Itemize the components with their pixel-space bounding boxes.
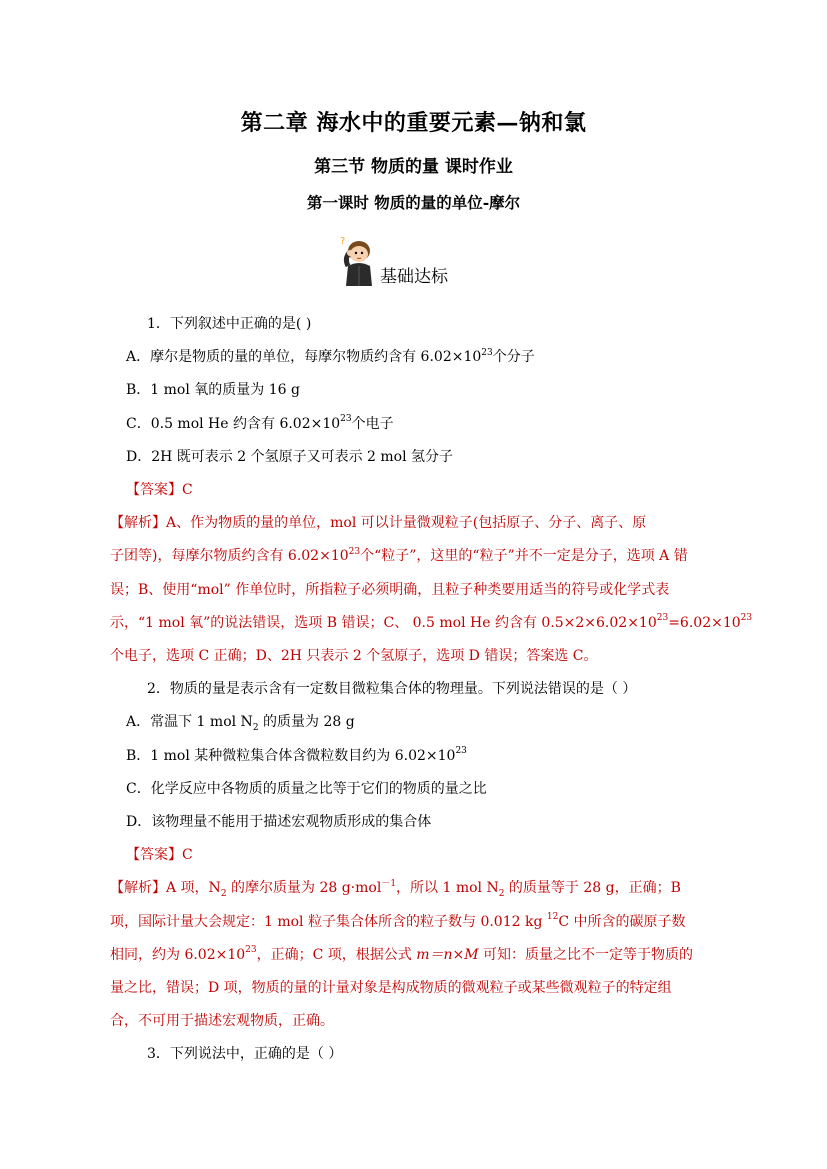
thinking-boy-icon [338,232,380,288]
question-2-answer: 【答案】C [126,847,193,864]
svg-text:?: ? [340,236,346,247]
section-badge [338,232,498,288]
badge-label: 基础达标 [380,267,448,287]
question-1-option-c: C．0.5 mol He 约含有 $6.02\times 10^{23}$个电子 [126,413,394,432]
chapter-title: 第二章 海水中的重要元素—钠和氯 [240,110,587,136]
question-1-answer: 【答案】C [126,482,193,499]
question-1-stem: 1．下列叙述中正确的是( ) [147,316,312,332]
question-1-option-a: A．摩尔是物质的量的单位，每摩尔物质约含有 $6.02\times 10^{23}$个分子 [126,347,535,366]
questions [110,308,753,1072]
question-2-stem: 2．物质的量是表示含有一定数目微粒集合体的物理量。下列说法错误的是（ ） [147,681,637,698]
question-1-option-d: D．2H 既可表示 2 个氢原子又可表示 2 mol 氢分子 [126,448,454,465]
question-1-explanation: 【解析】A、作为物质的量的单位，mol 可以计量微观粒子(包括原子、分子、离子、原 子团等)，每摩尔物质约含有 $6.02\times 10^{23}$个“粒子”，这里的“粒子”并不一定是分子，选项 A 错 误；B、使用“mol” 作单位时，所指粒子必须明确，且粒子种类要用适当的符号或化学式表 示，“1 mol 氧”的说法错误，选项 B 错误；C、 0.5 mol He 约含有 $0.5\times 2\times 6.02\times 10^{23}=6.02\times 10^{23}$ 个电子，选项 C 正确；D、2H 只表示 2 个氢原子，选项 D 错误；答案选 C。 [110,515,753,665]
question-1-option-b: B．1 mol 氧的质量为 16 g [126,382,300,399]
question-2-option-b: B．1 mol 某种微粒集合体含微粒数目约为 $6.02\times 10^{23}$ [126,745,467,764]
question-2-option-c: C．化学反应中各物质的质量之比等于它们的物质的量之比 [126,780,487,797]
question-2-option-a: A．常温下 1 mol $N_2$ 的质量为 28 g [126,714,355,734]
question-3-stem: 3．下列说法中，正确的是（ ） [147,1046,343,1063]
question-2-option-d: D．该物理量不能用于描述宏观物质形成的集合体 [126,814,432,831]
section-title: 第三节 物质的量 课时作业 [314,157,513,177]
lesson-title: 第一课时 物质的量的单位-摩尔 [306,193,521,212]
question-2-explanation: 【解析】A 项，$N_2$ 的摩尔质量为 28 g·mol$^{-1}$，所以 1 mol $N_2$ 的质量等于 28 g，正确；B 项，国际计量大会规定：1 mol 粒子集合体所含的粒子数与 0.012 kg $^{12}$C 中所含的碳原子数 相同，约为 $6.02\times 10^{23}$，正确；C 项，根据公式 m＝n×M 可知：质量之比不一定等于物质的 量之比，错误；D 项，物质的量的计量对象是构成物质的微观粒子或某些微观粒子的特定组 合，不可用于描述宏观物质，正确。 [110,878,694,1030]
